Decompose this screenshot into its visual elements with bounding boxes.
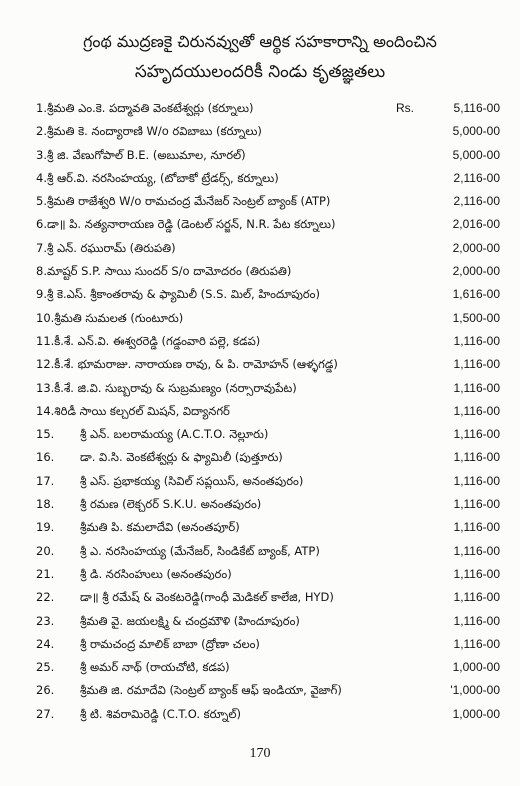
donor-amount: 5,116-00 (453, 101, 500, 115)
donor-row (36, 656, 500, 679)
donor-amount: 1,000-00 (452, 660, 500, 675)
donor-row (36, 679, 500, 702)
donor-name: డా. వి.సి. వెంకటేశ్వర్లు & ఫ్యామిలీ (పుత్తూరు) (80, 450, 283, 465)
donor-number: 17. (36, 473, 55, 488)
donor-row (36, 446, 500, 469)
donor-row (36, 97, 500, 120)
donor-row (36, 493, 500, 516)
donor-number: 9. (36, 287, 47, 302)
donor-name: శ్రీ టి. శివరామిరెడ్డి (C.T.O. కర్నూల్) (80, 706, 241, 721)
donor-name: శ్రీమతి కె. నంద్యారాణి W/o రవిబాబు (కర్నూలు) (46, 124, 262, 139)
donor-number: 3. (36, 147, 47, 162)
donor-number: 12. (36, 357, 55, 372)
donor-row (36, 423, 500, 446)
donor-number: 1. (36, 101, 47, 115)
donor-amount: 1,116-00 (453, 497, 500, 512)
donor-amount: '1,000-00 (450, 683, 500, 698)
donor-number: 14. (36, 403, 55, 418)
donor-row (36, 353, 500, 376)
donor-amount: 1,116-00 (453, 380, 500, 395)
donor-entry (36, 144, 246, 167)
donor-number: 26. (36, 683, 55, 698)
donor-row (36, 260, 500, 283)
donor-number: 16. (36, 450, 55, 465)
donor-number: 19. (36, 520, 55, 535)
donor-amount: 1,000-00 (452, 706, 500, 721)
donor-amount: 1,116-00 (453, 636, 500, 651)
donor-row (36, 144, 500, 167)
donor-entry (36, 260, 291, 283)
donor-name: శ్రీమతి సుమలత (గుంటూరు) (54, 310, 184, 325)
donor-entry (36, 283, 320, 306)
donor-number: 23. (36, 613, 55, 628)
donor-name: శ్రీమతి పి. కమలాదేవి (అనంతపూర్) (80, 520, 240, 535)
donor-number: 8. (36, 264, 47, 279)
donor-row (36, 120, 500, 143)
donor-amount: 1,116-00 (453, 357, 500, 372)
donor-number: 10. (36, 310, 55, 325)
donor-amount: 1,116-00 (453, 590, 500, 605)
donor-amount: 1,116-00 (453, 520, 500, 535)
donor-number: 15. (36, 427, 55, 442)
donor-amount: 1,116-00 (453, 403, 500, 418)
donor-row (36, 400, 500, 423)
donor-number: 21. (36, 566, 55, 581)
donor-name: శ్రీ ఎన్. రఘురామ్ (తిరుపతి) (46, 240, 176, 255)
donor-name: శ్రీ ఎన్. బలరామయ్య (A.C.T.O. నెల్లూరు) (80, 427, 269, 442)
donor-number: 4. (36, 170, 47, 185)
donor-row (36, 586, 500, 609)
heading-line-2: సహృదయులందరికీ నిండు కృతజ్ఞతలు (134, 62, 386, 82)
heading-line-1: గ్రంథ ముద్రణకై చిరునవ్వుతో ఆర్థిక సహకారాన్ని అందించిన (83, 32, 437, 51)
currency-prefix: Rs. (396, 101, 414, 115)
donor-amount: 2,116-00 (453, 194, 500, 209)
donor-row (36, 307, 500, 330)
donor-number: 5. (36, 194, 47, 209)
donor-entry (36, 213, 335, 236)
donor-name: శ్రీ కె.ఎస్. శ్రీకాంతరావు & ఫ్యామిలీ (S.S. మిల్, హిందూపురం) (46, 287, 321, 302)
donor-number: 6. (36, 217, 47, 232)
donor-entry (36, 190, 330, 213)
donor-entry (36, 167, 279, 190)
donor-name: శ్రీ జి. వేణుగోపాల్ B.E. (అబుమాల, నూరల్) (46, 147, 246, 162)
donor-row (36, 703, 500, 726)
donor-name: మాష్టర్ S.P. సాయి సుందర్ S/o దామోదరం (తిరుపతి) (46, 264, 292, 279)
donor-entry (36, 353, 338, 376)
donor-number: 22. (36, 590, 55, 605)
donor-entry (36, 120, 262, 143)
donor-amount: 5,000-00 (452, 147, 500, 162)
donor-number: 7. (36, 240, 47, 255)
donor-number: 18. (36, 497, 55, 512)
donor-amount: 1,616-00 (452, 287, 500, 302)
donor-amount: 2,000-00 (452, 240, 500, 255)
donor-list (36, 97, 500, 726)
donor-row (36, 167, 500, 190)
donor-row (36, 330, 500, 353)
donor-amount: 5,000-00 (452, 124, 500, 139)
donor-entry (36, 330, 260, 353)
donor-amount: 1,116-00 (453, 427, 500, 442)
donor-amount: 1,116-00 (453, 613, 500, 628)
donor-name: శ్రీ రామచంద్ర మాలిక్ బాబా (ద్రోణా చలం) (80, 636, 260, 651)
donor-name: కీ.శే. జి.వి. సుబ్బరావు & సుబ్రమణ్యం (నర్సారావుపేట) (54, 380, 297, 395)
donor-row (36, 633, 500, 656)
donor-row (36, 470, 500, 493)
donor-name: డా॥ శ్రీ రమేష్ & వెంకటరెడ్డి(గాంధీ మెడికల్ కాలేజి, HYD) (80, 590, 334, 605)
donor-name: శ్రీ రమణ (లెక్చరర్ S.K.U. అనంతపురం) (80, 497, 262, 512)
donor-row (36, 237, 500, 260)
page-number: 170 (249, 746, 271, 761)
donor-amount: 1,500-00 (452, 310, 500, 325)
donor-name: శ్రీమతి రాజేశ్వరి W/o రామచంద్ర మేనేజర్ సెంట్రల్ బ్యాంక్ (ATP) (46, 194, 331, 209)
donor-name: శిరిడీ సాయి కల్చరల్ మిషన్, విద్యానగర్ (54, 403, 230, 418)
donor-number: 27. (36, 706, 55, 721)
donor-name: శ్రీ డి. నరసింహులు (అనంతపురం) (80, 566, 232, 581)
donor-row (36, 190, 500, 213)
donor-amount: 2,016-00 (452, 217, 500, 232)
donor-name: శ్రీమతి వై. జయలక్ష్మి & చంద్రమౌళి (హిందూపురం) (80, 613, 300, 628)
donor-row (36, 610, 500, 633)
donor-amount: 1,116-00 (453, 450, 500, 465)
donor-name: శ్రీ ఎ. నరసింహయ్య (మేనేజర్, సిండికేట్ బ్యాంక్, ATP) (80, 543, 320, 558)
donor-name: శ్రీ ఆర్.వి. నరసింహయ్య, (టోబాకో ట్రేడర్స్, కర్నూలు) (46, 170, 279, 185)
donor-entry (36, 237, 176, 260)
donor-row (36, 540, 500, 563)
donor-row (36, 283, 500, 306)
donor-name: శ్రీ అమర్ నాథ్ (రాయచోటి, కడప) (80, 660, 230, 675)
donor-amount: 1,116-00 (453, 543, 500, 558)
donor-number: 24. (36, 636, 55, 651)
donor-entry (36, 97, 253, 120)
donor-entry (36, 400, 230, 423)
donor-entry (36, 377, 297, 400)
donor-amount: 2,116-00 (453, 170, 500, 185)
donor-amount: 1,116-00 (453, 333, 500, 348)
donor-amount: 2,000-00 (452, 264, 500, 279)
donor-name: శ్రీమతి జి. రమాదేవి (సెంట్రల్ బ్యాంక్ ఆఫ్ ఇండియా, వైజాగ్) (80, 683, 342, 698)
donor-number: 13. (36, 380, 55, 395)
donor-number: 20. (36, 543, 55, 558)
donor-amount: 1,116-00 (453, 566, 500, 581)
donor-number: 25. (36, 660, 55, 675)
donor-name: కీ.శే. ఎన్.వి. ఈశ్వరరెడ్డి (గడ్డంవారి పల్లె, కడప) (54, 333, 261, 348)
donor-row (36, 516, 500, 539)
donor-number: 2. (36, 124, 47, 139)
donor-name: శ్రీ ఎస్. ప్రభాకయ్య (సివిల్ సప్లయిస్, అనంతపురం) (80, 473, 304, 488)
donor-number: 11. (36, 333, 55, 348)
donor-amount: 1,116-00 (453, 473, 500, 488)
donor-entry (36, 307, 183, 330)
donor-name: డా॥ పి. నత్యనారాయణ రెడ్డి (డెంటల్ సర్జన్, N.R. పేట కర్నూలు) (46, 217, 336, 232)
donor-row (36, 377, 500, 400)
donor-row (36, 563, 500, 586)
donor-row (36, 213, 500, 236)
donor-name: కీ.శే. భూమరాజు. నారాయణ రావు, & పి. రామోహన్ (ఆళ్ళగడ్డ) (54, 357, 338, 372)
donor-name: శ్రీమతి ఎం.కె. పద్మావతి వెంకటేశ్వర్లు (కర్నూలు) (46, 101, 254, 115)
